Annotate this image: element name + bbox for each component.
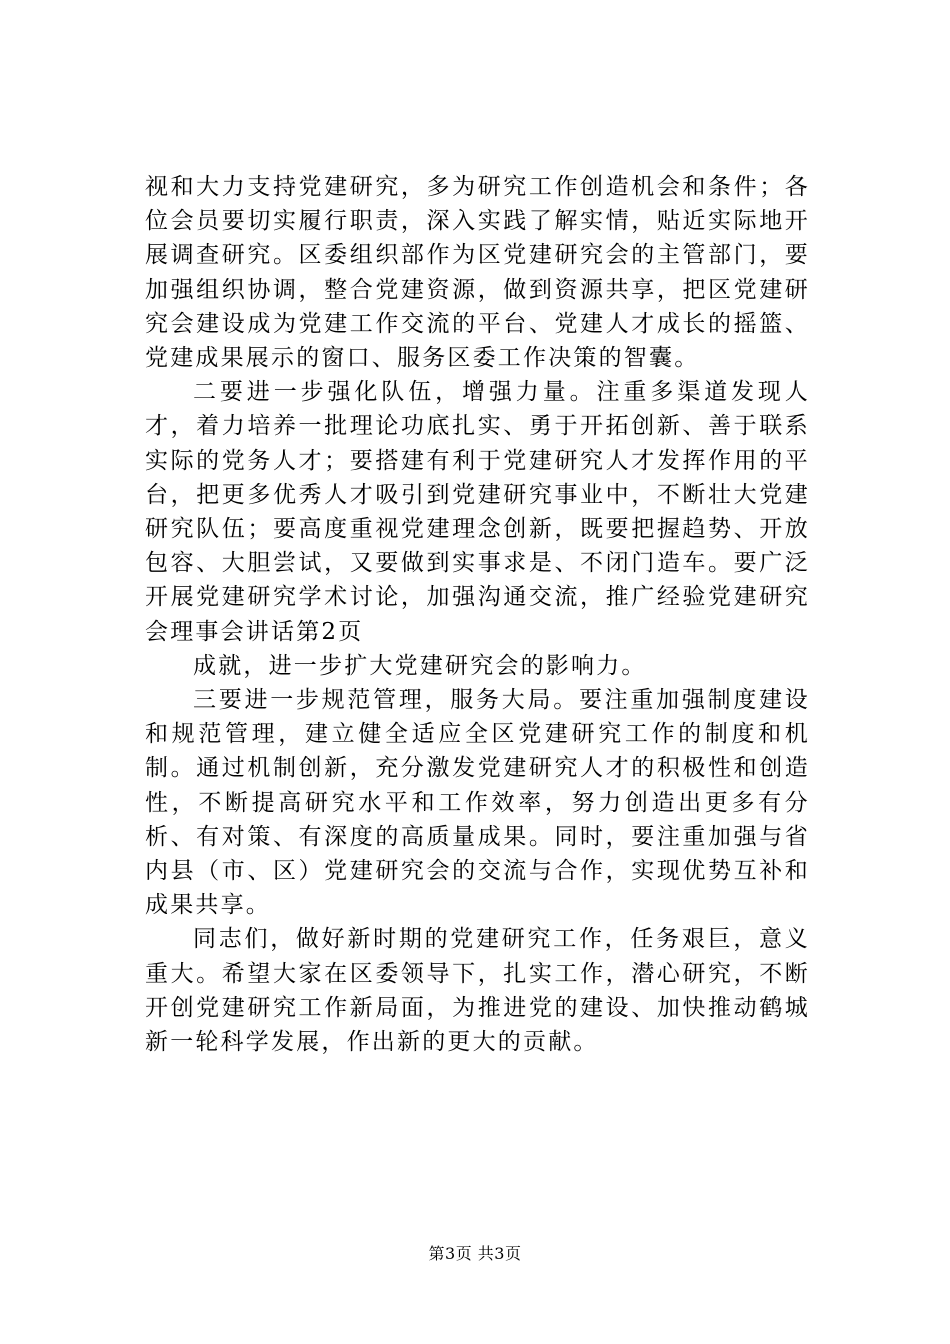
page-total: 共3页 [477, 1244, 522, 1263]
paragraph-2: 二要进一步强化队伍，增强力量。注重多渠道发现人才，着力培养一批理论功底扎实、勇于开拓创新、善于联系实际的党务人才；要搭建有利于党建研究人才发挥作用的平台，把更多优秀人才吸引到党建研究事业中，不断壮大党建研究队伍；要高度重视党建理念创新，既要把握趋势、开放包容、大胆尝试，又要做到实事求是、不闭门造车。要广泛开展党建研究学术讨论，加强沟通交流，推广经验党建研究会理事会讲话第2页 [145, 379, 810, 645]
page-number: 第3页 [428, 1244, 473, 1263]
document-body [145, 170, 810, 1059]
paragraph-1: 视和大力支持党建研究，多为研究工作创造机会和条件；各位会员要切实履行职责，深入实践了解实情，贴近实际地开展调查研究。区委组织部作为区党建研究会的主管部门，要加强组织协调，整合党建资源，做到资源共享，把区党建研究会建设成为党建工作交流的平台、党建人才成长的摇篮、党建成果展示的窗口、服务区委工作决策的智囊。 [145, 174, 810, 372]
paragraph-3: 成就，进一步扩大党建研究会的影响力。 [193, 652, 647, 679]
paragraph-5: 同志们，做好新时期的党建研究工作，任务艰巨，意义重大。希望大家在区委领导下，扎实工作，潜心研究，不断开创党建研究工作新局面，为推进党的建设、加快推动鹤城新一轮科学发展，作出新的更大的贡献。 [145, 926, 810, 1056]
page-footer [0, 1244, 950, 1264]
paragraph-4: 三要进一步规范管理，服务大局。要注重加强制度建设和规范管理，建立健全适应全区党建研究工作的制度和机制。通过机制创新，充分激发党建研究人才的积极性和创造性，不断提高研究水平和工作效率，努力创造出更多有分析、有对策、有深度的高质量成果。同时，要注重加强与省内县（市、区）党建研究会的交流与合作，实现优势互补和成果共享。 [145, 687, 810, 919]
